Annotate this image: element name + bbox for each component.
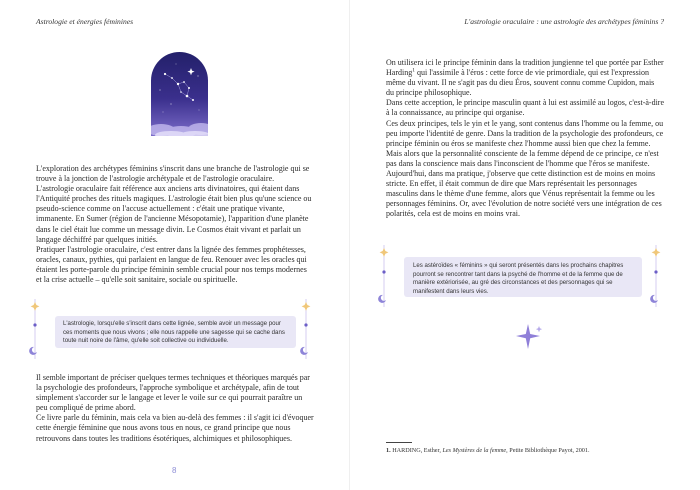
paragraph: Aujourd'hui, dans ma pratique, j'observe que cette distinction est de moins en moins stricte. En effet, il était commun de dire que Mars représentait les personnages masculins dans le thème d'une femme, alors que Vénus représentait la femme ou les personnages féminins. Or, avec l'évolution de notre société vers une intégration de ces polarités, cela est de moins en moins vrai. (386, 169, 662, 219)
paragraph (386, 58, 664, 98)
footnote-number: 1. (386, 447, 391, 454)
right-ornament-pendant (296, 299, 316, 359)
footnote-separator (386, 442, 412, 443)
footnote-author: HARDING, Esther, (390, 447, 443, 454)
pull-quote: Les astéroïdes « féminins » qui seront présentés dans les prochains chapitres pourront se rencontrer tant dans la psyché de l'homme et de la femme que de manière extériorisée, au gré des circonstances et des personnages qui se manifestent dans leurs vies. (404, 257, 642, 297)
paragraph: L'astrologie oraculaire fait référence aux anciens arts divinatoires, qui étaient dans l'Antiquité proches des rituels magiques. L'astrologie était bien plus qu'une science ou pseudo-science comme on l'accuse actuellement : c'était une pratique vivante, immanente. En Sumer (région de l'ancienne Mésopotamie), l'apparition d'une planète dans le ciel était lue comme un message divin. Le Cosmos était vivant et parlait un langage déchiffré par quelques initiés. (36, 184, 312, 244)
left-ornament-pendant (25, 299, 45, 359)
constellation-arch-illustration (151, 52, 208, 136)
paragraph: Ce livre parle du féminin, mais cela va bien au-delà des femmes : il s'agit ici d'évoquer cette énergie féminine que nous avons tous en nous, ce grand principe que nous retrouvons dans toutes les traditions ésotériques, alchimiques et philosophiques. (36, 413, 314, 443)
left-body-text-top (36, 164, 314, 285)
paragraph: Il semble important de préciser quelques termes techniques et théoriques marqués par la psychologie des profondeurs, l'approche symbolique et archétypale, afin de tout simplement s'accorder sur le langage et lever le voile sur ce qui pourrait paraître un peu compliqué de prime abord. (36, 373, 310, 413)
right-running-head: L'astrologie oraculaire : une astrologie des archétypes féminins ? (464, 17, 664, 26)
paragraph-text: On utilisera ici le principe féminin dans la tradition jungienne tel que portée par Esther Harding (386, 58, 664, 78)
left-running-head: Astrologie et énergies féminines (36, 17, 134, 26)
page-number: 8 (172, 466, 177, 475)
paragraph: Dans cette acception, le principe masculin quant à lui est assimilé au logos, c'est-à-dire à la connaissance, au principe qui organise. (386, 98, 665, 118)
paragraph: Pratiquer l'astrologie oraculaire, c'est entrer dans la lignée des femmes prophétesses, oracles, canaux, pythies, qui parlaient en langue de feu. Renouer avec les oracles qui étaient les porte-parole du principe féminin semble crucial pour nos temps modernes et la crise actuelle – qu'elle soit sanitaire, sociale ou spirituelle. (36, 244, 307, 285)
paragraph: Ces deux principes, tels le yin et le yang, sont contenus dans l'homme ou la femme, ou peu importe l'identité de genre. Dans la tradition de la psychologie des profondeurs, ce principe féminin ou éros se manifeste chez l'homme aussi bien que chez la femme. Mais alors que la personnalité consciente de la femme dépend de ce principe, ce n'est pas dans la conscience mais dans l'inconscient de l'homme que l'éros se manifeste. (386, 118, 664, 168)
right-ornament-pendant (646, 245, 666, 307)
pull-quote: L'astrologie, lorsqu'elle s'inscrit dans cette lignée, semble avoir un message pour ces moments que nous vivons ; elle nous rappelle une sagesse qui se cache dans toute nuit noire de l'âme, qu'elle soit collective ou individuelle. (55, 316, 296, 348)
left-body-text-bottom (36, 373, 314, 444)
footnote-reference[interactable]: 1 (412, 67, 415, 74)
footnote (386, 447, 590, 454)
paragraph: L'exploration des archétypes féminins s'inscrit dans une branche de l'astrologie qui se trouve à la jonction de l'astrologie archétypale et de l'astrologie oraculaire. (36, 164, 310, 184)
right-body-text (386, 58, 664, 220)
left-ornament-pendant (374, 245, 394, 307)
paragraph-text: qui l'assimile à l'éros : cette force de vie primordiale, qui est l'expression même du vivant. Il ne s'agit pas du dieu Éros, souvent connu comme Cupidon, mais du principe philosophique. (386, 68, 655, 98)
sparkle-star-icon (515, 322, 545, 352)
footnote-book-title: Les Mystères de la femme (442, 447, 507, 454)
footnote-publisher: , Petite Bibliothèque Payot, 2001. (506, 447, 590, 454)
